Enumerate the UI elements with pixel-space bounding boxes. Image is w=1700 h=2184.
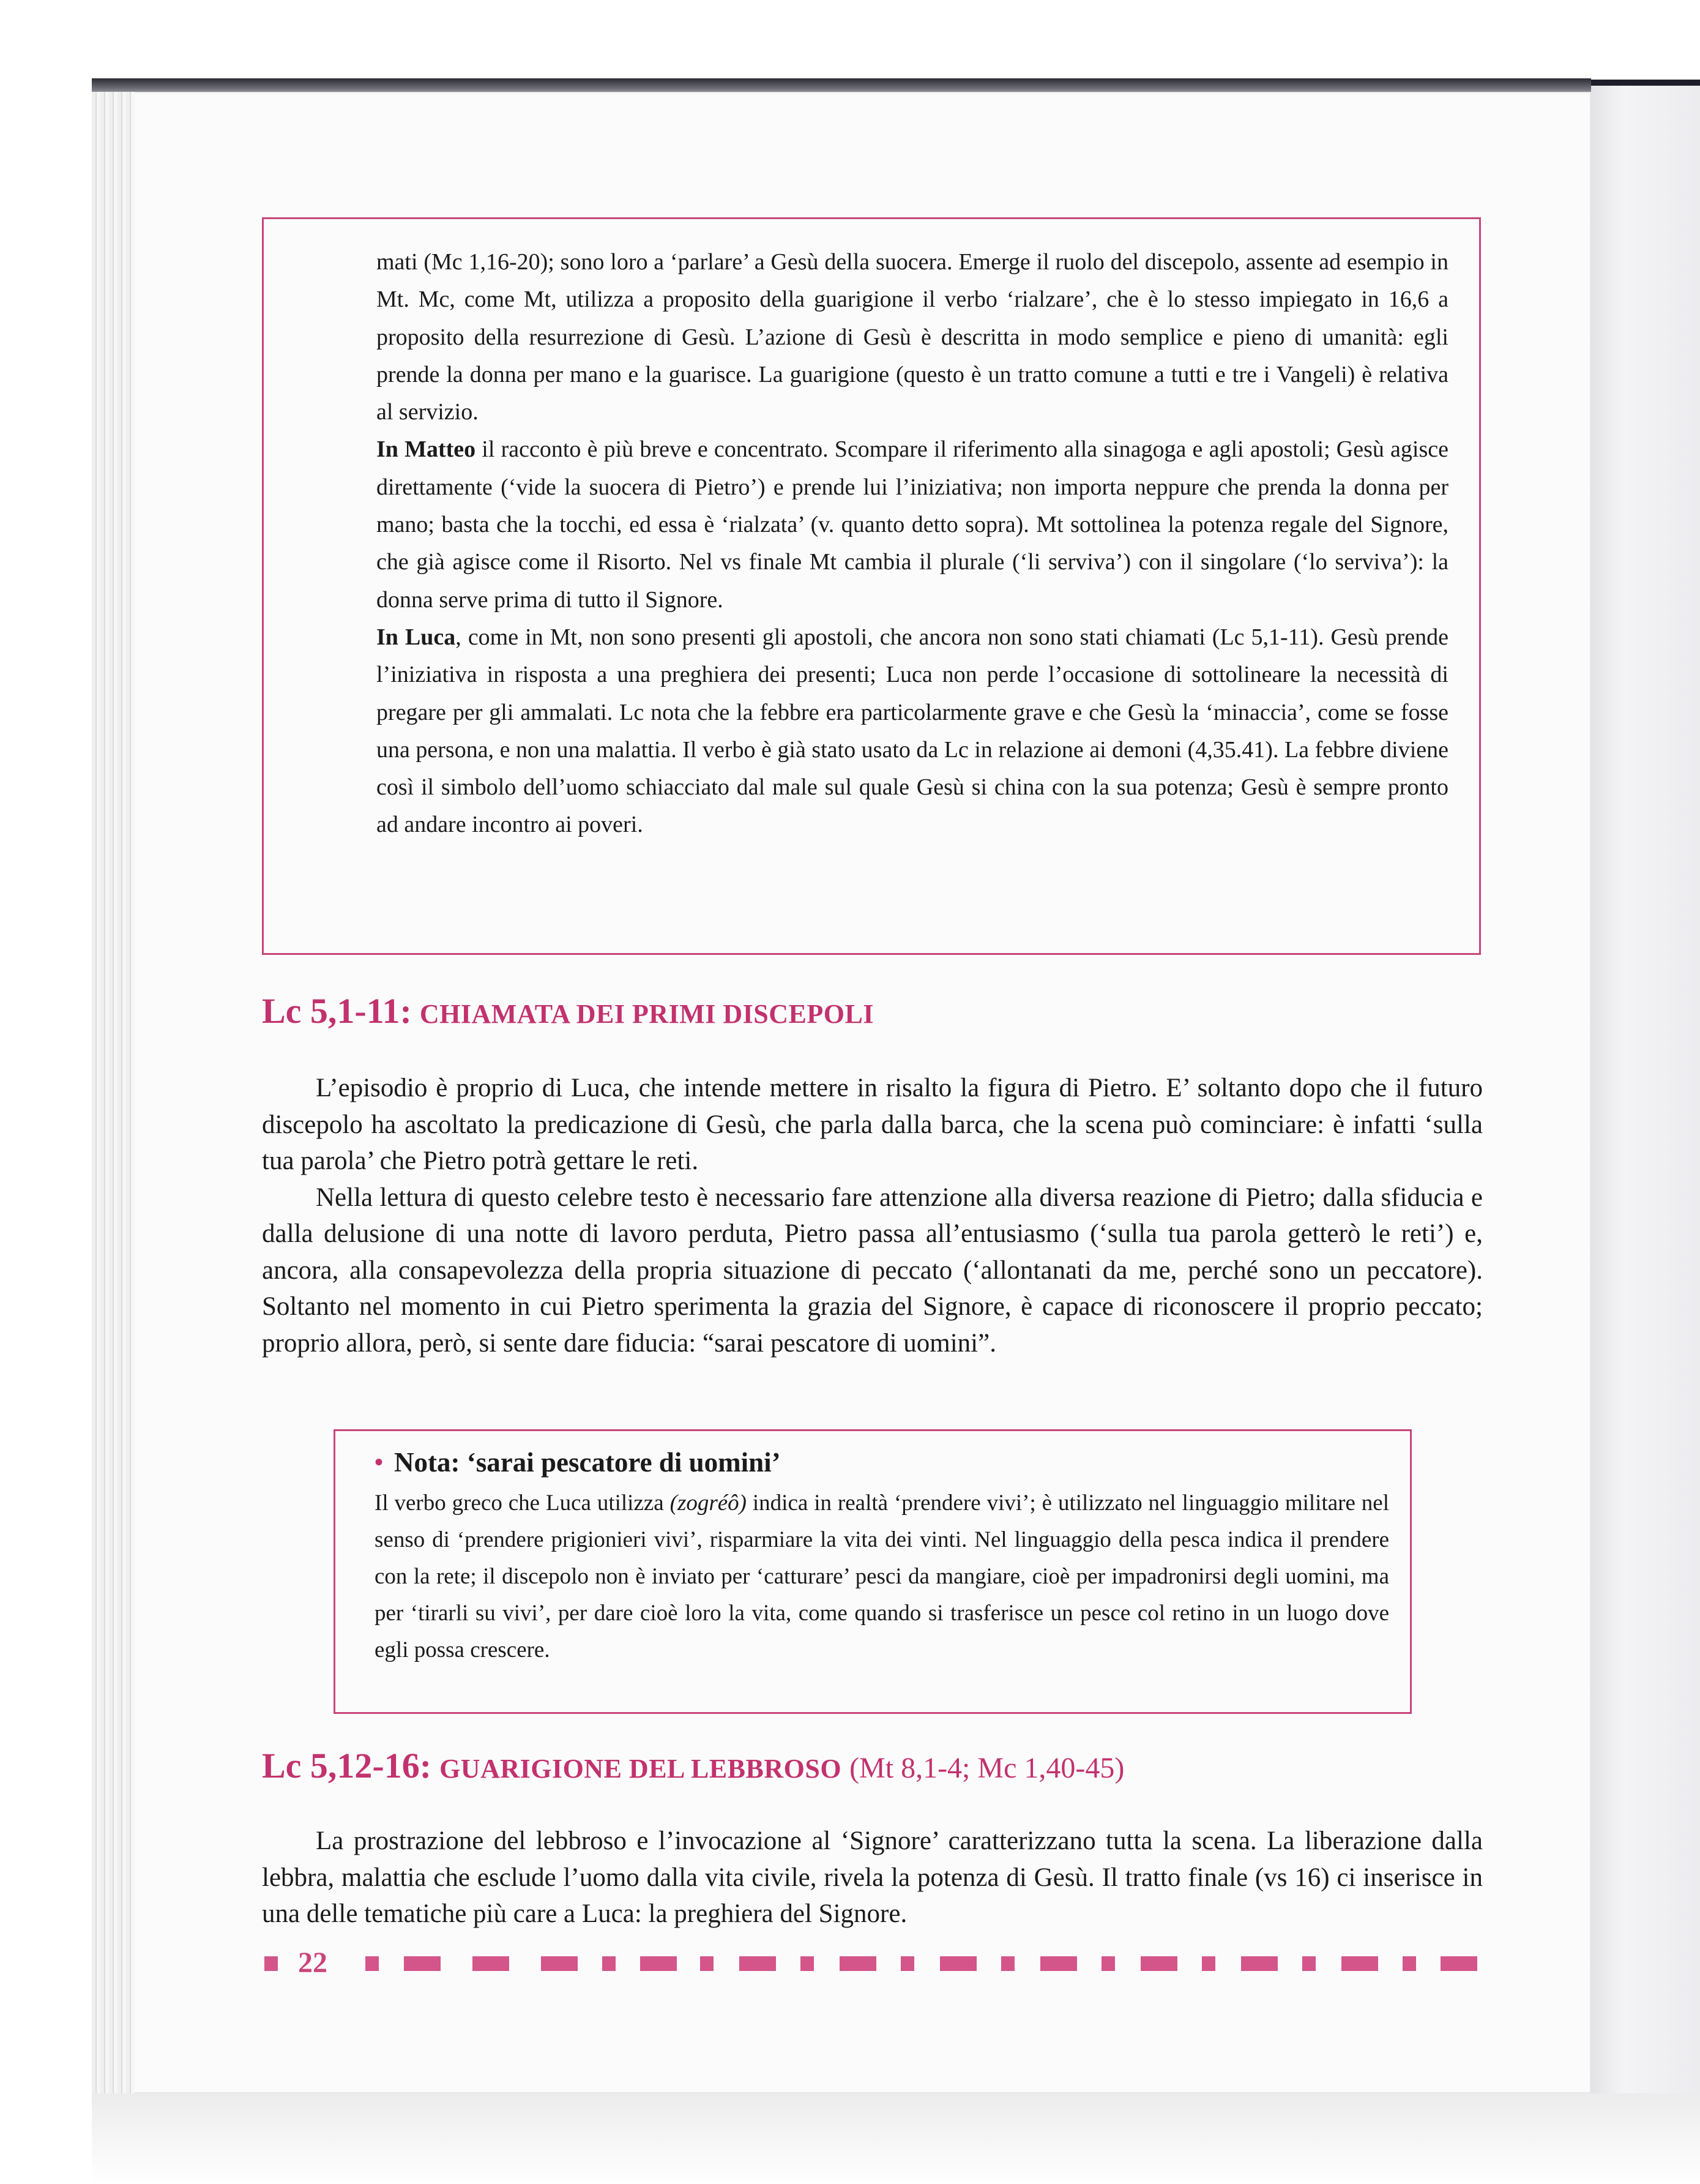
section-heading-chiamata [262,993,874,1033]
box-paragraph-1 [376,244,1448,431]
section-body-lebbroso [262,1823,1483,1932]
box-paragraph-1-text: mati (Mc 1,16-20); sono loro a ‘parlare’ a Gesù della suocera. Emerge il ruolo del discepolo, assente ad esempio in Mt. Mc, come Mt, utilizza a proposito della guarigione il verbo ‘rialzare’, che è lo stesso impiegato in 16,6 a proposito della resurrezione di Gesù. L’azione di Gesù è descritta in modo semplice e pieno di umanità: egli prende la donna per mano e la guarisce. La guarigione (questo è un tratto comune a tutti e tre i Vangeli) è relativa al servizio. [376,249,1448,425]
section-ref: Lc 5,12-16: [262,1746,432,1786]
box-lead-luca: In Luca [376,624,456,650]
body-paragraph: L’episodio è proprio di Luca, che intende mettere in risalto la figura di Pietro. E’ soltanto dopo che il futuro discepolo ha ascoltato la predicazione di Gesù, che parla dalla barca, che la scena può cominciare: è infatti ‘sulla tua parola’ che Pietro potrà gettare le reti. [262,1074,1483,1175]
note-greek-term: (zogréô) [669,1490,747,1516]
page-stack-edge [92,92,135,2093]
section-heading-lebbroso [262,1748,1124,1787]
note-box [334,1429,1412,1714]
box-lead-matteo: In Matteo [376,436,476,463]
section-title: CHIAMATA DEI PRIMI DISCEPOLI [419,999,874,1029]
section-body-chiamata [262,1070,1483,1361]
scan-bottom-area [92,2093,1700,2184]
note-text-part: Il verbo greco che Luca utilizza [375,1490,670,1516]
section-parallels: (Mt 8,1-4; Mc 1,40-45) [849,1752,1125,1784]
next-page-edge [1591,86,1700,2124]
box-paragraph-matteo [376,431,1448,618]
body-paragraph: Nella lettura di questo celebre testo è necessario fare attenzione alla diversa reazione di Pietro; dalla sfiducia e dalla delusione di una notte di lavoro perduta, Pietro passa all’entusiasmo (‘sulla tua parola getterò le reti’) e, ancora, alla consapevolezza della propria situazione di peccato (‘allontanati da me, perché sono un peccatore). Soltanto nel momento in cui Pietro sperimenta la grazia del Signore, è capace di riconoscere il proprio peccato; proprio allora, però, si sente dare fiducia: “sarai pescatore di uomini”. [262,1183,1483,1358]
note-title-text: Nota: ‘sarai pescatore di uomini’ [394,1447,781,1478]
body-paragraph: La prostrazione del lebbroso e l’invocazione al ‘Signore’ caratterizzano tutta la scena. La liberazione dalla lebbra, malattia che esclude l’uomo dalla vita civile, rivela la potenza di Gesù. Il tratto finale (vs 16) ci inserisce in una delle tematiche più care a Luca: la preghiera del Signore. [262,1827,1483,1928]
section-title: GUARIGIONE DEL LEBBROSO [439,1754,842,1784]
footer-decorative-bar [264,1956,1485,1972]
note-title [375,1442,1389,1483]
commentary-box [262,217,1481,955]
page-number: 22 [298,1947,327,1979]
box-paragraph-luca [376,619,1448,844]
box-paragraph-matteo-text: il racconto è più breve e concentrato. Scompare il riferimento alla sinagoga e agli apostoli; Gesù agisce direttamente (‘vide la suocera di Pietro’) e prende lui l’iniziativa; non importa neppure che prenda la donna per mano; basta che la tocchi, ed essa è ‘rialzata’ (v. quanto detto sopra). Mt sottolinea la potenza regale del Signore, che già agisce come il Risorto. Nel vs finale Mt cambia il plurale (‘li serviva’) con il singolare (‘lo serviva’): la donna serve prima di tutto il Signore. [376,436,1448,613]
section-ref: Lc 5,1-11: [262,991,412,1031]
box-paragraph-luca-text: , come in Mt, non sono presenti gli apostoli, che ancora non sono stati chiamati (Lc 5,1-11). Gesù prende l’iniziativa in risposta a una preghiera dei presenti; Luca non perde l’occasione di sottolineare la necessità di pregare per gli ammalati. Lc nota che la febbre era particolarmente grave e che Gesù la ‘minaccia’, come se fosse una persona, e non una malattia. Il verbo è già stato usato da Lc in relazione ai demoni (4,35.41). La febbre diviene così il simbolo dell’uomo schiacciato dal male sul quale Gesù si china con la sua potenza; Gesù è sempre pronto ad andare incontro ai poveri. [376,624,1448,838]
note-text [375,1485,1389,1669]
note-text-part: indica in realtà ‘prendere vivi’; è utilizzato nel linguaggio militare nel senso di ‘prendere prigionieri vivi’, risparmiare la vita dei vinti. Nel linguaggio della pesca indica il prendere con la rete; il discepolo non è inviato per ‘catturare’ pesci da mangiare, cioè per impadronirsi degli uomini, ma per ‘tirarli su vivi’, per dare cioè loro la vita, come quando si trasferisce un pesce col retino in un luogo dove egli possa crescere. [375,1490,1390,1662]
bullet-icon: • [375,1448,384,1476]
